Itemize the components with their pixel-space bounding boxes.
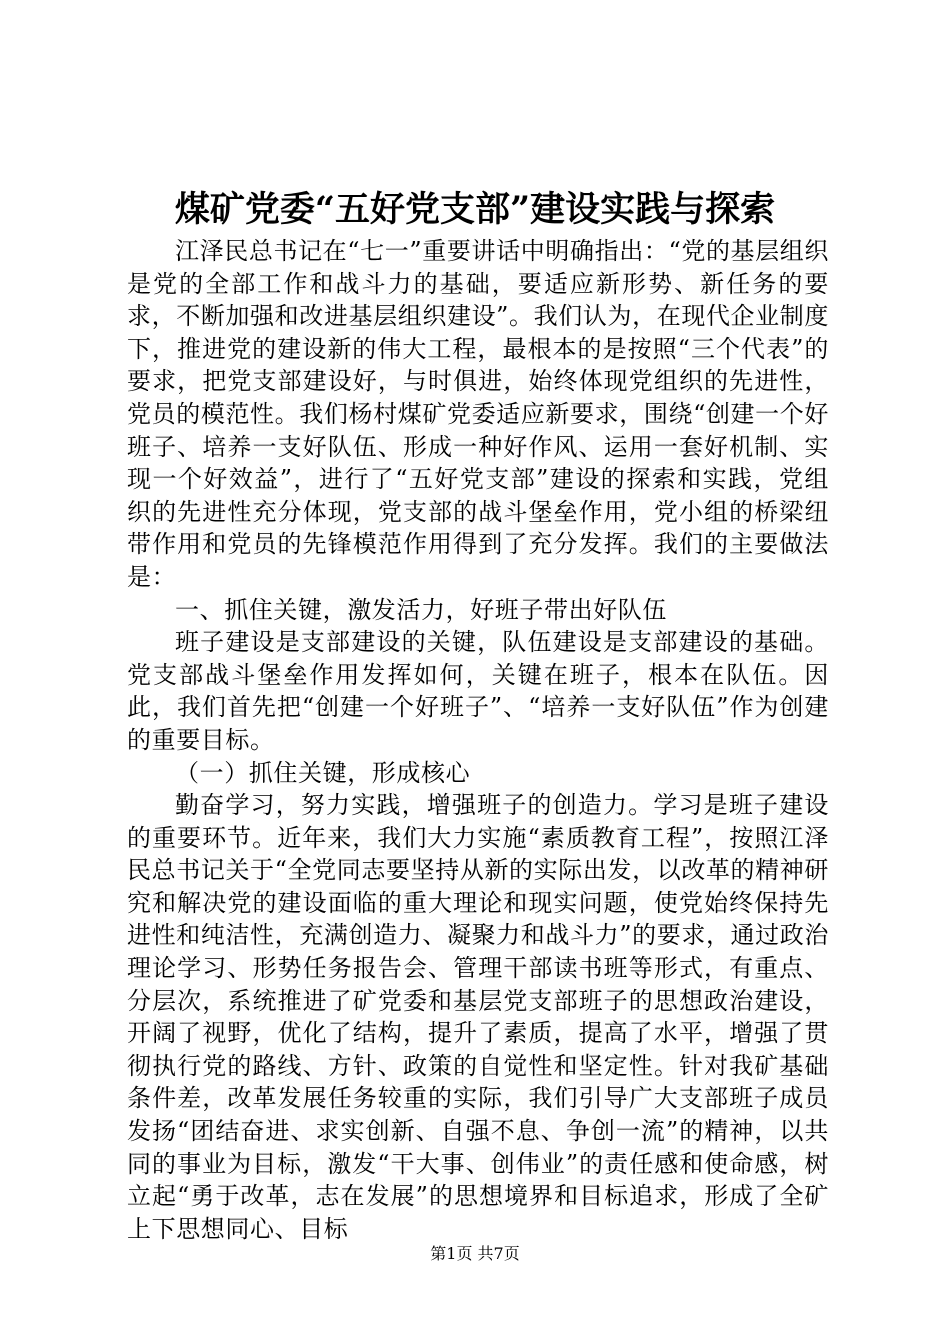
- document-body: [127, 235, 829, 1245]
- page-number-footer: 第1页 共7页: [430, 1244, 520, 1263]
- subsection-heading-1: （一）抓住关键，形成核心: [175, 758, 471, 787]
- paragraph-team-building: 班子建设是支部建设的关键，队伍建设是支部建设的基础。党支部战斗堡垒作用发挥如何，关键在班子，根本在队伍。因此，我们首先把“创建一个好班子”、“培养一支好队伍”作为创建的重要目标。: [127, 628, 829, 754]
- section-heading-1: 一、抓住关键，激发活力，好班子带出好队伍: [175, 595, 667, 624]
- document-title: 煤矿党委“五好党支部”建设实践与探索: [174, 189, 776, 230]
- paragraph-study-practice: 勤奋学习，努力实践，增强班子的创造力。学习是班子建设的重要环节。近年来，我们大力实施“素质教育工程”，按照江泽民总书记关于“全党同志要坚持从新的实际出发，以改革的精神研究和解决党的建设面临的重大理论和现实问题，使党始终保持先进性和纯洁性，充满创造力、凝聚力和战斗力”的要求，通过政治理论学习、形势任务报告会、管理干部读书班等形式，有重点、分层次，系统推进了矿党委和基层党支部班子的思想政治建设，开阔了视野，优化了结构，提升了素质，提高了水平，增强了贯彻执行党的路线、方针、政策的自觉性和坚定性。针对我矿基础条件差，改革发展任务较重的实际，我们引导广大支部班子成员发扬“团结奋进、求实创新、自强不息、争创一流”的精神，以共同的事业为目标，激发“干大事、创伟业”的责任感和使命感，树立起“勇于改革，志在发展”的思想境界和目标追求，形成了全矿上下思想同心、目标: [127, 791, 829, 1243]
- paragraph-intro: 江泽民总书记在“七一”重要讲话中明确指出：“党的基层组织是党的全部工作和战斗力的基础，要适应新形势、新任务的要求，不断加强和改进基层组织建设”。我们认为，在现代企业制度下，推进党的建设新的伟大工程，最根本的是按照“三个代表”的要求，把党支部建设好，与时俱进，始终体现党组织的先进性，党员的模范性。我们杨村煤矿党委适应新要求，围绕“创建一个好班子、培养一支好队伍、形成一种好作风、运用一套好机制、实现一个好效益”，进行了“五好党支部”建设的探索和实践，党组织的先进性充分体现，党支部的战斗堡垒作用，党小组的桥梁纽带作用和党员的先锋模范作用得到了充分发挥。我们的主要做法是：: [127, 237, 829, 591]
